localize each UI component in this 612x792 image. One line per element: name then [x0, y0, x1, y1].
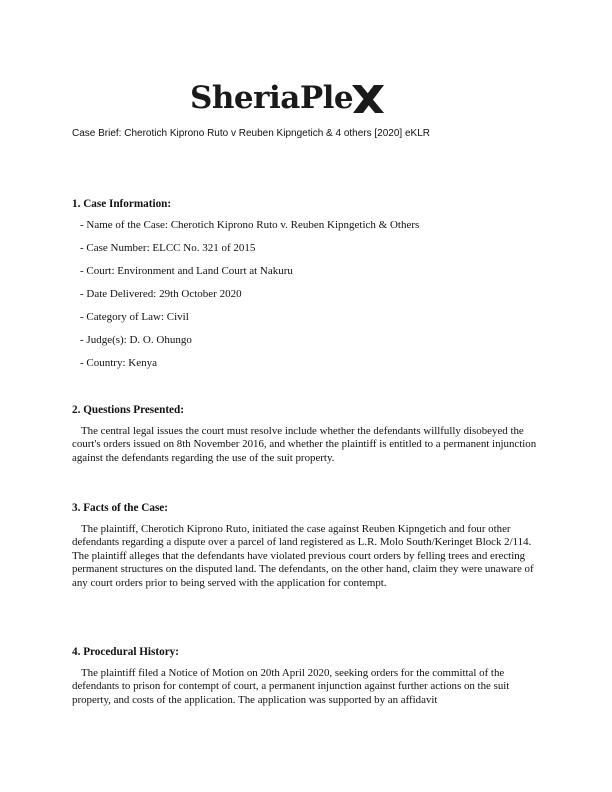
section-paragraph: The plaintiff, Cherotich Kiprono Ruto, initiated the case against Reuben Kipngetich and four other defendants regarding a dispute over a parcel of land registered as L.R. Molo South/Keringet Block 2/114. The plaintiff alleges that the defendants have violated previous court orders by felling trees and erecting permanent structures on the disputed land. The defendants, on the other hand, claim they were unaware of any court orders prior to being served with the application for contempt.: [72, 523, 534, 589]
section-heading: 3. Facts of the Case:: [72, 502, 169, 514]
case-information-section: [72, 198, 544, 380]
facts-section: [72, 502, 544, 590]
list-item: - Case Number: ELCC No. 321 of 2015: [80, 242, 256, 254]
list-item: - Country: Kenya: [80, 357, 157, 369]
section-paragraph: The plaintiff filed a Notice of Motion on 20th April 2020, seeking orders for the committal of the defendants to prison for contempt of court, a permanent injunction against further actions on the suit property, and costs of the application. The application was supported by an affidavit: [72, 667, 510, 706]
sheriaplex-logo: [190, 76, 386, 120]
section-paragraph: The central legal issues the court must resolve include whether the defendants willfully disobeyed the court's orders issued on 8th November 2016, and whether the plaintiff is entitled to a permanent injunction against the defendants regarding the use of the suit property.: [72, 425, 537, 464]
section-heading: 2. Questions Presented:: [72, 404, 184, 416]
section-heading: 1. Case Information:: [72, 198, 172, 210]
case-information-list: [72, 219, 544, 380]
list-item: - Date Delivered: 29th October 2020: [80, 288, 242, 300]
list-item: - Court: Environment and Land Court at Nakuru: [80, 265, 293, 277]
logo-text: SheriaPle: [190, 80, 354, 116]
section-heading: 4. Procedural History:: [72, 646, 179, 658]
questions-presented-section: [72, 404, 544, 465]
list-item: - Name of the Case: Cherotich Kiprono Ruto v. Reuben Kipngetich & Others: [80, 219, 420, 231]
list-item: - Category of Law: Civil: [80, 311, 189, 323]
x-mark-icon: [350, 81, 386, 117]
procedural-history-section: [72, 646, 544, 707]
case-brief-title: Case Brief: Cherotich Kiprono Ruto v Reuben Kipngetich & 4 others [2020] eKLR: [72, 128, 430, 139]
list-item: - Judge(s): D. O. Ohungo: [80, 334, 192, 346]
